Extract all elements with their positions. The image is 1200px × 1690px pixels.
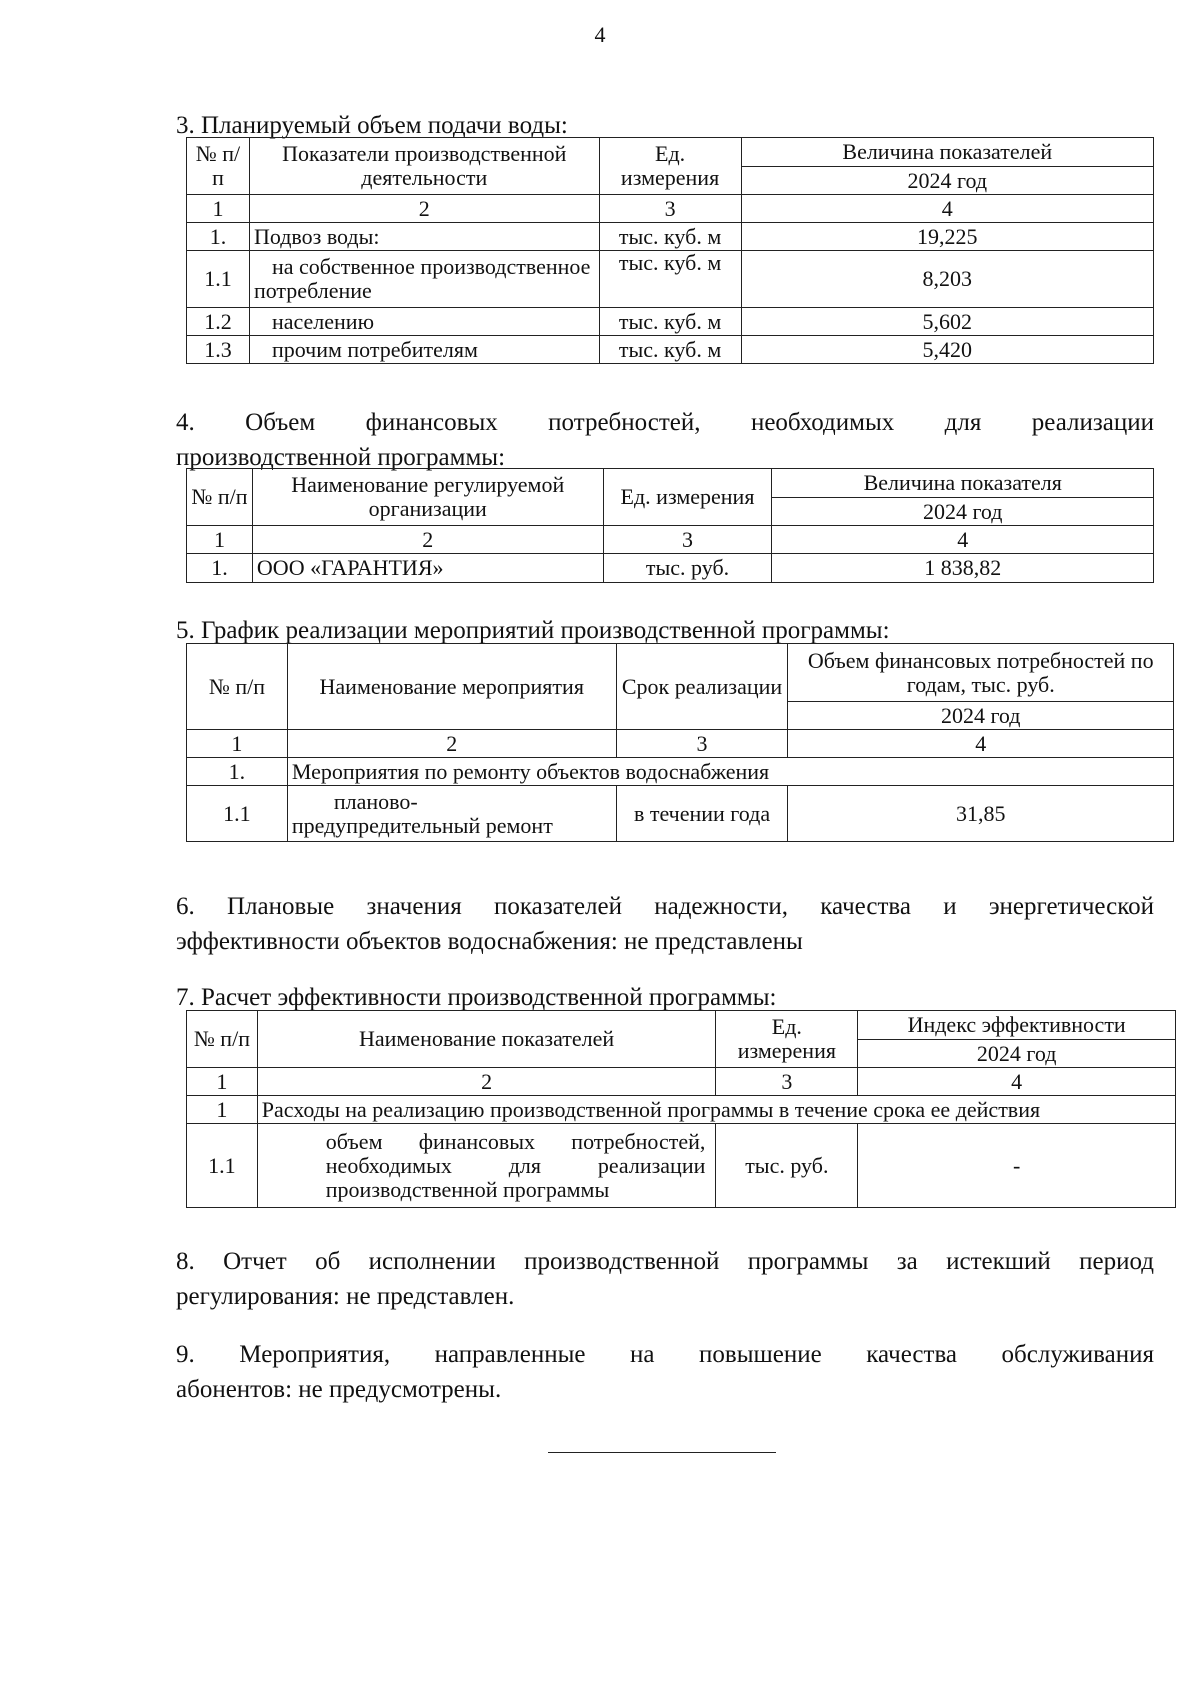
row-value: 31,85 bbox=[788, 786, 1174, 842]
section8-line1: 8. Отчет об исполнении производственной программы за истекший период bbox=[176, 1248, 1154, 1275]
section8-text bbox=[176, 1244, 1154, 1314]
section6-line1: 6. Плановые значения показателей надежности, качества и энергетической bbox=[176, 893, 1154, 920]
schedule-table bbox=[186, 643, 1174, 842]
page-number: 4 bbox=[594, 22, 606, 47]
row-unit: тыс. куб. м bbox=[599, 223, 741, 251]
group-num: 1 bbox=[187, 1096, 258, 1124]
row-name bbox=[249, 251, 599, 308]
col-number: 4 bbox=[772, 526, 1154, 554]
col-number: 4 bbox=[741, 195, 1153, 223]
group-name: Мероприятия по ремонту объектов водоснабжения bbox=[287, 758, 1173, 786]
header-num: № п/п bbox=[187, 469, 253, 526]
row-num: 1.1 bbox=[187, 251, 250, 308]
row-org: ООО «ГАРАНТИЯ» bbox=[252, 554, 603, 583]
row-name: объем финансовых потребностей, необходимых для реализации производственной программы bbox=[257, 1124, 716, 1208]
col-number: 3 bbox=[716, 1068, 858, 1096]
header-value: Индекс эффективности bbox=[858, 1011, 1176, 1040]
section4-heading-line2: производственной программы: bbox=[176, 444, 506, 471]
row-value: 19,225 bbox=[741, 223, 1153, 251]
section9-text bbox=[176, 1337, 1154, 1407]
col-number: 1 bbox=[187, 526, 253, 554]
col-number: 2 bbox=[249, 195, 599, 223]
table-row bbox=[187, 1124, 1176, 1208]
end-separator-line bbox=[548, 1452, 776, 1453]
row-num: 1.2 bbox=[187, 308, 250, 336]
header-value: Объем финансовых потребностей по годам, тыс. руб. bbox=[788, 644, 1174, 702]
row-value: 8,203 bbox=[741, 251, 1153, 308]
section6-line2: эффективности объектов водоснабжения: не представлены bbox=[176, 928, 803, 955]
row-name bbox=[287, 786, 616, 842]
section9-line2: абонентов: не предусмотрены. bbox=[176, 1376, 502, 1403]
col-number: 3 bbox=[603, 526, 772, 554]
group-num: 1. bbox=[187, 758, 288, 786]
section6-text bbox=[176, 889, 1154, 959]
row-unit: тыс. куб. м bbox=[599, 308, 741, 336]
row-name-line1: планово- bbox=[333, 788, 418, 814]
section8-line2: регулирования: не представлен. bbox=[176, 1283, 515, 1310]
row-name-line2: предупредительный ремонт bbox=[291, 812, 553, 838]
row-unit: тыс. куб. м bbox=[599, 336, 741, 364]
section3-heading: 3. Планируемый объем подачи воды: bbox=[176, 112, 568, 139]
header-value: Величина показателей bbox=[741, 138, 1153, 167]
header-unit: Ед. измерения bbox=[603, 469, 772, 526]
water-supply-table bbox=[186, 137, 1154, 364]
row-num: 1.1 bbox=[187, 786, 288, 842]
table-row bbox=[187, 786, 1174, 842]
row-name: прочим потребителям bbox=[249, 336, 599, 364]
header-year: 2024 год bbox=[772, 498, 1154, 526]
header-org: Наименование регулируемой организации bbox=[252, 469, 603, 526]
row-unit: тыс. руб. bbox=[716, 1124, 858, 1208]
header-unit: Ед. измерения bbox=[716, 1011, 858, 1068]
row-value: 5,420 bbox=[741, 336, 1153, 364]
row-unit: тыс. руб. bbox=[603, 554, 772, 583]
header-indicator: Показатели производственной деятельности bbox=[249, 138, 599, 195]
row-name: населению bbox=[249, 308, 599, 336]
header-unit: Ед. измерения bbox=[599, 138, 741, 195]
row-num: 1.1 bbox=[187, 1124, 258, 1208]
header-year: 2024 год bbox=[741, 167, 1153, 195]
row-num: 1. bbox=[187, 554, 253, 583]
col-number: 2 bbox=[287, 730, 616, 758]
header-name: Наименование мероприятия bbox=[287, 644, 616, 730]
table-row bbox=[187, 251, 1154, 308]
table-row bbox=[187, 336, 1154, 364]
row-name: Подвоз воды: bbox=[249, 223, 599, 251]
table-row bbox=[187, 1096, 1176, 1124]
table-row bbox=[187, 223, 1154, 251]
row-num: 1. bbox=[187, 223, 250, 251]
col-number: 3 bbox=[599, 195, 741, 223]
row-unit: тыс. куб. м bbox=[599, 251, 741, 308]
row-num: 1.3 bbox=[187, 336, 250, 364]
header-year: 2024 год bbox=[858, 1040, 1176, 1068]
group-name: Расходы на реализацию производственной программы в течение срока ее действия bbox=[257, 1096, 1175, 1124]
section7-heading: 7. Расчет эффективности производственной программы: bbox=[176, 984, 777, 1011]
header-name: Наименование показателей bbox=[257, 1011, 716, 1068]
header-num: № п/п bbox=[187, 644, 288, 730]
col-number: 3 bbox=[616, 730, 788, 758]
section5-heading: 5. График реализации мероприятий производственной программы: bbox=[176, 617, 890, 644]
section4-heading bbox=[176, 405, 1154, 475]
section4-heading-line1: 4. Объем финансовых потребностей, необходимых для реализации bbox=[176, 409, 1154, 436]
row-name-text: на собственное производственное потребление bbox=[253, 254, 591, 303]
table-row bbox=[187, 308, 1154, 336]
col-number: 1 bbox=[187, 730, 288, 758]
header-num: № п/п bbox=[187, 138, 250, 195]
row-value: 5,602 bbox=[741, 308, 1153, 336]
col-number: 2 bbox=[252, 526, 603, 554]
col-number: 2 bbox=[257, 1068, 716, 1096]
section9-line1: 9. Мероприятия, направленные на повышение качества обслуживания bbox=[176, 1341, 1154, 1368]
row-term: в течении года bbox=[616, 786, 788, 842]
header-num: № п/п bbox=[187, 1011, 258, 1068]
header-term: Срок реализации bbox=[616, 644, 788, 730]
col-number: 4 bbox=[788, 730, 1174, 758]
efficiency-table bbox=[186, 1010, 1176, 1208]
financial-needs-table bbox=[186, 468, 1154, 583]
col-number: 4 bbox=[858, 1068, 1176, 1096]
col-number: 1 bbox=[187, 195, 250, 223]
row-value: - bbox=[858, 1124, 1176, 1208]
table-row bbox=[187, 758, 1174, 786]
table-row bbox=[187, 554, 1154, 583]
header-value: Величина показателя bbox=[772, 469, 1154, 498]
row-value: 1 838,82 bbox=[772, 554, 1154, 583]
header-year: 2024 год bbox=[788, 702, 1174, 730]
col-number: 1 bbox=[187, 1068, 258, 1096]
